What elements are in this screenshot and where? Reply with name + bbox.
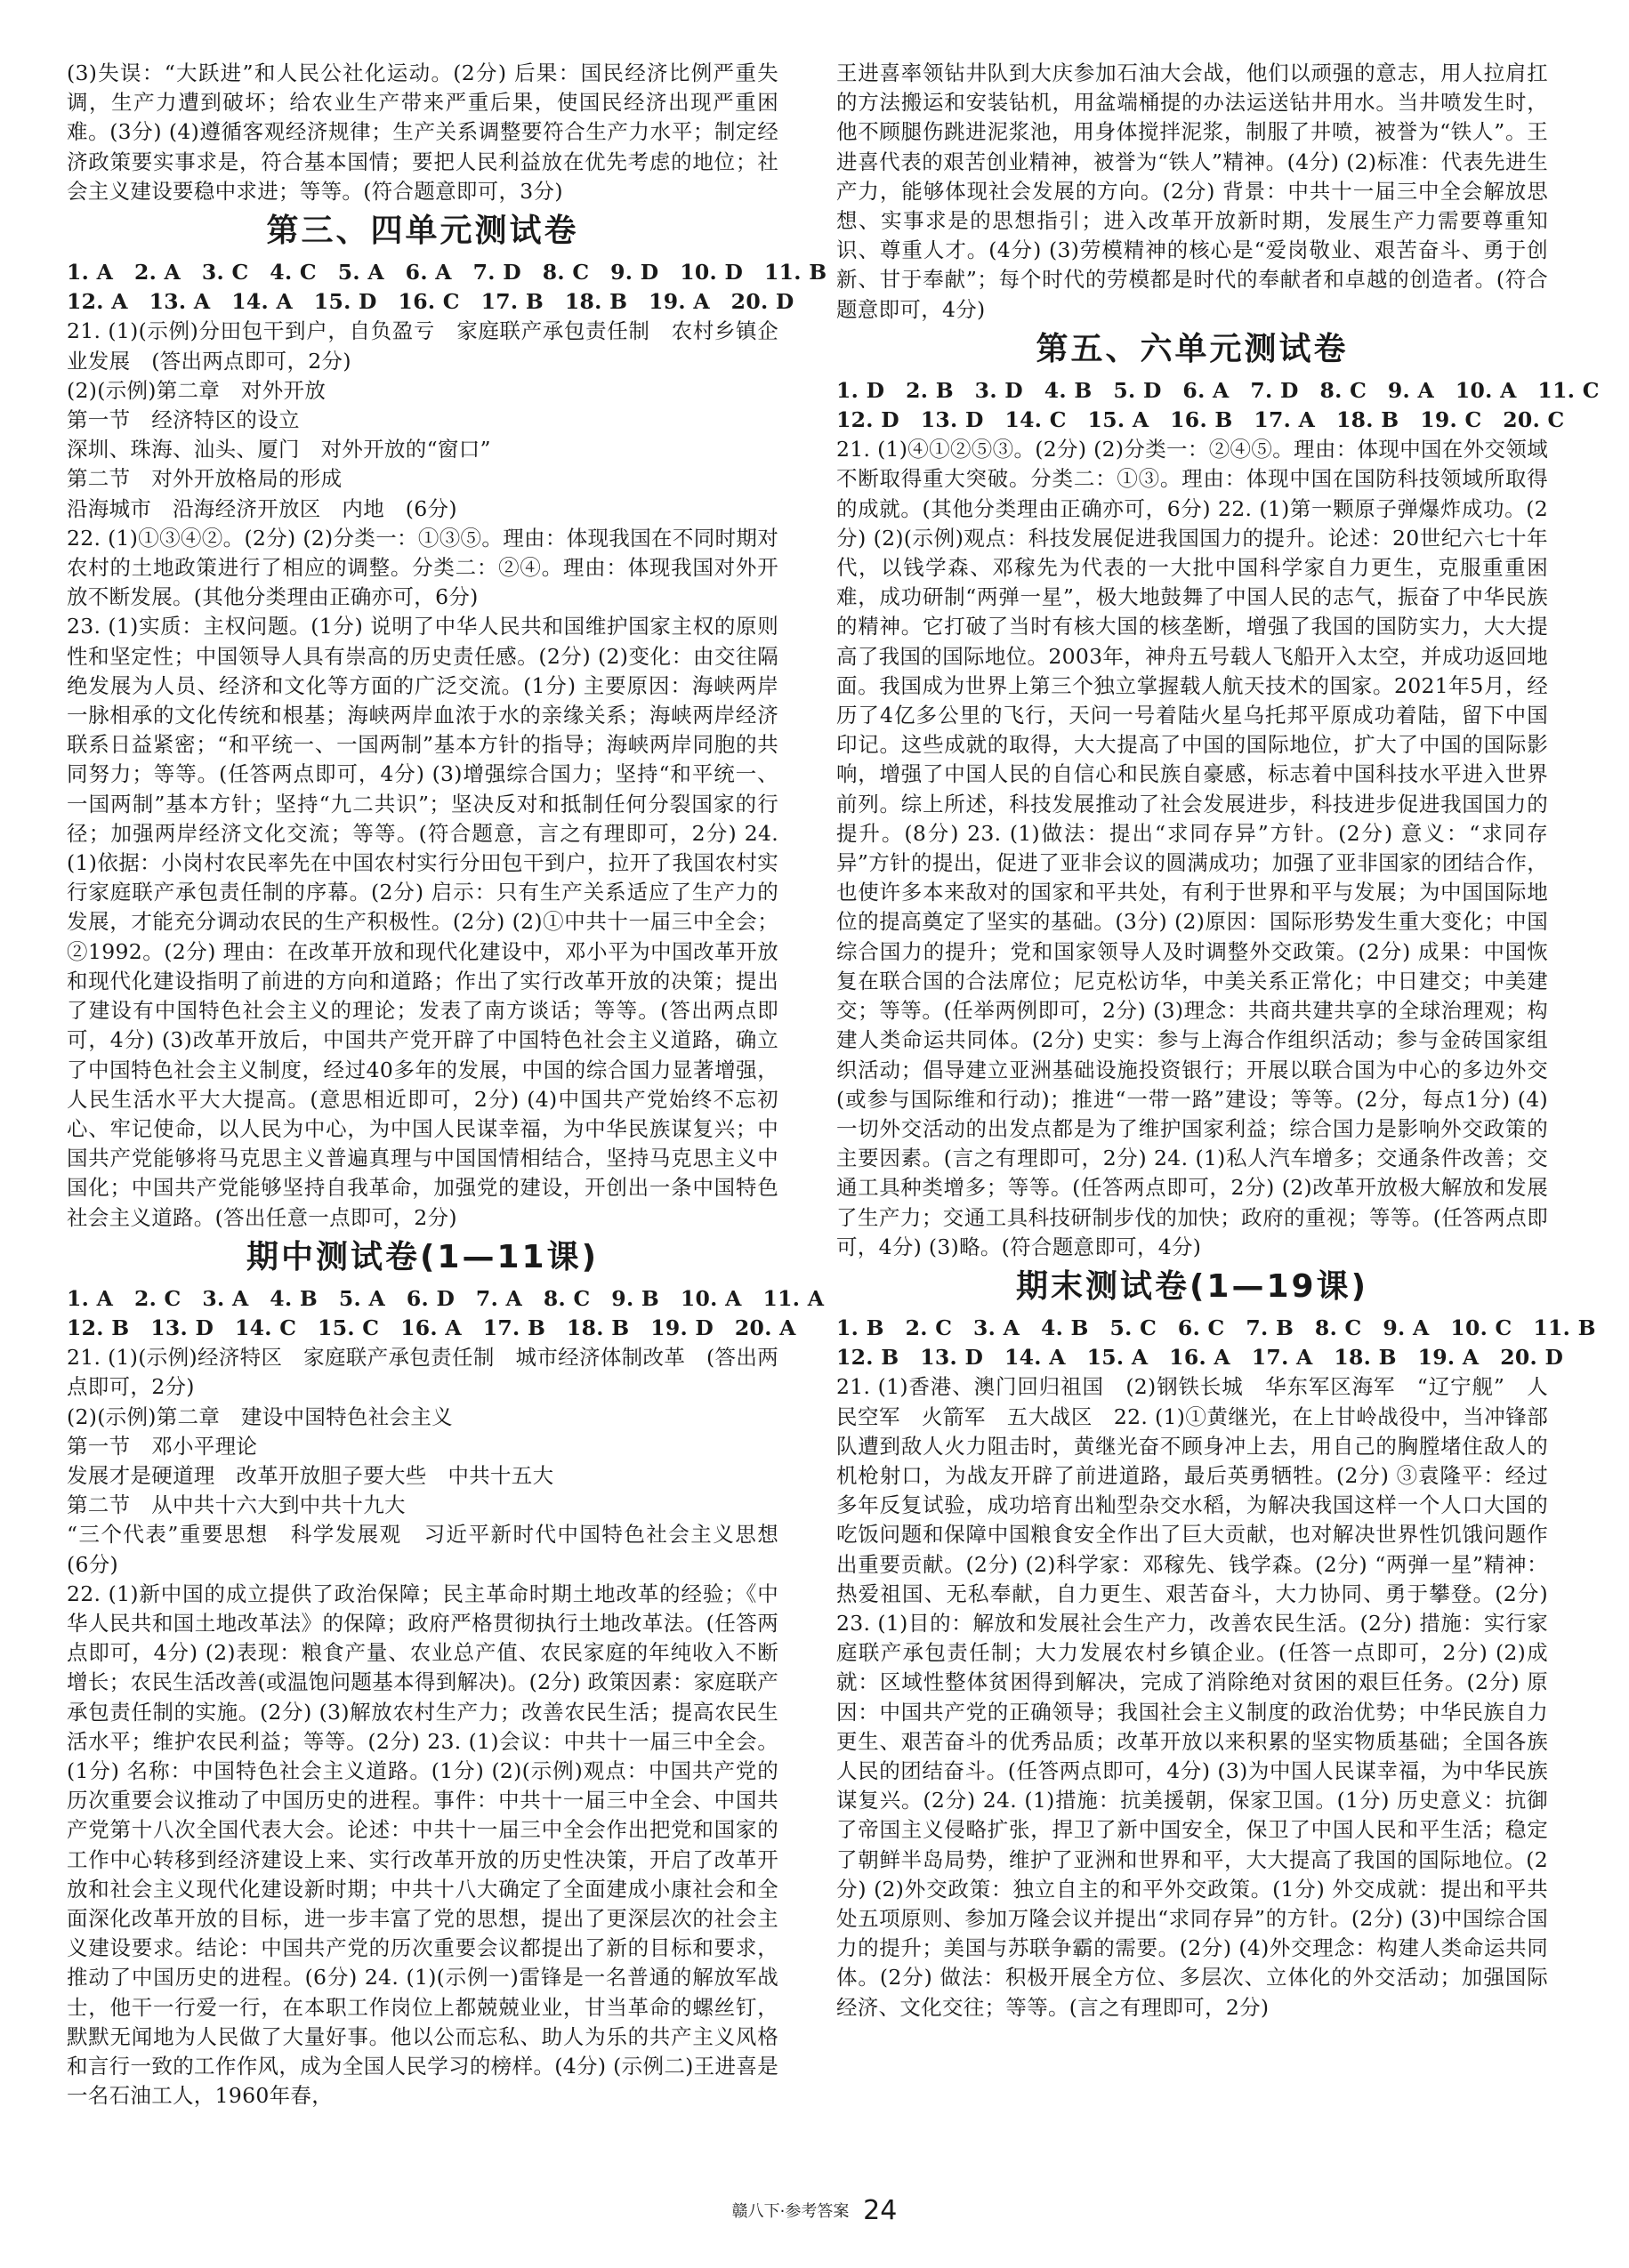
answer-line: 第一节 经济特区的设立: [67, 407, 300, 433]
answer-paragraph: 22. (1)新中国的成立提供了政治保障；民主革命时期土地改革的经验；《中华人民共和国土地改革法》的保障；政府严格贯彻执行土地改革法。(任答两点即可，4分) (2)表现：粮食产量、农业总产值、农民家庭的年纯收入不断增长；农民生活改善(或温饱问题基本得到解决)。(2分) 政策因素：家庭联产承包责任制的实施。(2分) (3)解放农村生产力；改善农民生活；提高农民生活水平；维护农民利益；等等。(2分) 23. (1)会议：中共十一届三中全会。(1分) 名称：中国特色社会主义道路。(1分) (2)(示例)观点：中国共产党的历次重要会议推动了中国历史的进程。事件：中共十一届三中全会、中国共产党第十八次全国代表大会。论述：中共十一届三中全会作出把党和国家的工作中心转移到经济建设上来、实行改革开放的历史性决策，开启了改革开放和社会主义现代化建设新时期；中共十八大确定了全面建成小康社会和全面深化改革开放的目标，进一步丰富了党的思想，提出了更深层次的社会主义建设要求。结论：中国共产党的历次重要会议都提出了新的目标和要求，推动了中国历史的进程。(6分) 24. (1)(示例一)雷锋是一名普通的解放军战士，他干一行爱一行，在本职工作岗位上都兢兢业业，甘当革命的螺丝钉，默默无闻地为人民做了大量好事。他以公而忘私、助人为乐的共产主义风格和言行一致的工作作风，成为全国人民学习的榜样。(4分) (示例二)王进喜是一名石油工人，1960年春，: [67, 1580, 778, 2109]
section-heading: 期末测试卷(1—19课): [1015, 1267, 1369, 1305]
answer-paragraph: (3)失误：“大跃进”和人民公社化运动。(2分) 后果：国民经济比例严重失调，生产力遭到破坏；给农业生产带来严重后果，使国民经济出现严重困难。(3分) (4)遵循客观经济规律；生产关系调整要符合生产力水平；制定经济政策要实事求是，符合基本国情；要把人民利益放在优先考虑的地位；社会主义建设要稳中求进；等等。(符合题意即可，3分): [67, 60, 778, 204]
footer-label: 赣八下·参考答案: [731, 2202, 850, 2221]
answer-line: 深圳、珠海、汕头、厦门 对外开放的“窗口”: [67, 437, 491, 462]
choice-answers-row: 12. B 13. D 14. C 15. C 16. A 17. B 18. B 19. D 20. A: [67, 1315, 796, 1340]
page-footer: [0, 2195, 1629, 2226]
section-heading: 期中测试卷(1—11课): [246, 1238, 600, 1275]
answer-paragraph: 21. (1)香港、澳门回归祖国 (2)钢铁长城 华东军区海军 “辽宁舰” 人民空军 火箭军 五大战区 22. (1)①黄继光，在上甘岭战役中，当冲锋部队遭到敌人火力阻击时，黄继光奋不顾身冲上去，用自己的胸膛堵住敌人的机枪射口，为战友开辟了前进道路，最后英勇牺牲。(2分) ③袁隆平：经过多年反复试验，成功培育出籼型杂交水稻，为解决我国这样一个人口大国的吃饭问题和保障中国粮食安全作出了巨大贡献，也对解决世界性饥饿问题作出重要贡献。(2分) (2)科学家：邓稼先、钱学森。(2分) “两弹一星”精神：热爱祖国、无私奉献，自力更生、艰苦奋斗，大力协同、勇于攀登。(2分) 23. (1)目的：解放和发展社会生产力，改善农民生活。(2分) 措施：实行家庭联产承包责任制；大力发展农村乡镇企业。(任答一点即可，2分) (2)成就：区域性整体贫困得到解决，完成了消除绝对贫困的艰巨任务。(2分) 原因：中国共产党的正确领导；我国社会主义制度的政治优势；中华民族自力更生、艰苦奋斗的优秀品质；改革开放以来积累的坚实物质基础；全国各族人民的团结奋斗。(任答两点即可，4分) (3)为中国人民谋幸福，为中华民族谋复兴。(2分) 24. (1)措施：抗美援朝，保家卫国。(1分) 历史意义：抗御了帝国主义侵略扩张，捍卫了新中国安全，保卫了中国人民和平生活；稳定了朝鲜半岛局势，维护了亚洲和世界和平，大大提高了我国的国际地位。(2分) (2)外交政策：独立自主的和平外交政策。(1分) 外交成就：提出和平共处五项原则、参加万隆会议并提出“求同存异”的方针。(2分) (3)中国综合国力的提升；美国与苏联争霸的需要。(2分) (4)外交理念：构建人类命运共同体。(2分) 做法：积极开展全方位、多层次、立体化的外交活动；加强国际经济、文化交往；等等。(言之有理即可，2分): [836, 1374, 1548, 2020]
answer-paragraph: 22. (1)①③④②。(2分) (2)分类一：①③⑤。理由：体现我国在不同时期对农村的土地政策进行了相应的调整。分类二：②④。理由：体现我国对外开放不断发展。(其他分类理由正确亦可，6分): [67, 525, 778, 610]
answer-paragraph: 21. (1)④①②⑤③。(2分) (2)分类一：②④⑤。理由：体现中国在外交领域不断取得重大突破。分类二：①③。理由：体现中国在国防科技领域所取得的成就。(其他分类理由正确亦可，6分) 22. (1)第一颗原子弹爆炸成功。(2分) (2)(示例)观点：科技发展促进我国国力的提升。论述：20世纪六七十年代，以钱学森、邓稼先为代表的一大批中国科学家自力更生，克服重重困难，成功研制“两弹一星”，极大地鼓舞了中国人民的志气，振奋了中华民族的精神。它打破了当时有核大国的核垄断，增强了我国的国防实力，大大提高了我国的国际地位。2003年，神舟五号载人飞船开入太空，并成功返回地面。我国成为世界上第三个独立掌握载人航天技术的国家。2021年5月，经历了4亿多公里的飞行，天问一号着陆火星乌托邦平原成功着陆，留下中国印记。这些成就的取得，大大提高了中国的国际地位，扩大了中国的国际影响，增强了中国人民的自信心和民族自豪感，标志着中国科技水平进入世界前列。综上所述，科技发展推动了社会发展进步，科技进步促进我国国力的提升。(8分) 23. (1)做法：提出“求同存异”方针。(2分) 意义：“求同存异”方针的提出，促进了亚非会议的圆满成功；加强了亚非国家的团结合作，也使许多本来敌对的国家和平共处，有利于世界和平与发展；为中国国际地位的提高奠定了坚实的基础。(3分) (2)原因：国际形势发生重大变化；中国综合国力的提升；党和国家领导人及时调整外交政策。(2分) 成果：中国恢复在联合国的合法席位；尼克松访华，中美关系正常化；中日建交；中美建交；等等。(任举两例即可，2分) (3)理念：共商共建共享的全球治理观；构建人类命运共同体。(2分) 史实：参与上海合作组织活动；参与金砖国家组织活动；倡导建立亚洲基础设施投资银行；开展以联合国为中心的多边外交(或参与国际维和行动)；推进“一带一路”建设；等等。(2分，每点1分) (4)一切外交活动的出发点都是为了维护国家利益；综合国力是影响外交政策的主要因素。(言之有理即可，2分) 24. (1)私人汽车增多；交通条件改善；交通工具种类增多；等等。(任答两点即可，2分) (2)改革开放极大解放和发展了生产力；交通工具科技研制步伐的加快；政府的重视；等等。(任答两点即可，4分) (3)略。(符合题意即可，4分): [836, 437, 1548, 1259]
answer-paragraph: 21. (1)(示例)分田包干到户，自负盈亏 家庭联产承包责任制 农村乡镇企业发展 (答出两点即可，2分): [67, 318, 778, 374]
choice-answers-row: 1. B 2. C 3. A 4. B 5. C 6. C 7. B 8. C 9. A 10. C 11. B: [836, 1315, 1596, 1340]
right-column: [836, 59, 1600, 2023]
section-heading: 第三、四单元测试卷: [266, 213, 579, 250]
choice-answers-row: 12. B 13. D 14. A 15. A 16. A 17. A 18. B 19. A 20. D: [836, 1345, 1564, 1371]
choice-answers-row: 1. A 2. C 3. A 4. B 5. A 6. D 7. A 8. C 9. B 10. A 11. A: [67, 1285, 825, 1311]
answer-line: 发展才是硬道理 改革开放胆子要大些 中共十五大: [67, 1462, 554, 1488]
left-column: [67, 59, 827, 2111]
answer-line: (2)(示例)第二章 建设中国特色社会主义: [67, 1403, 453, 1429]
page-number: 24: [863, 2195, 898, 2226]
answer-paragraph: 21. (1)(示例)经济特区 家庭联产承包责任制 城市经济体制改革 (答出两点即可，2分): [67, 1345, 778, 1400]
section-heading: 第五、六单元测试卷: [1036, 330, 1349, 367]
choice-answers-row: 1. A 2. A 3. C 4. C 5. A 6. A 7. D 8. C 9. D 10. D 11. B: [67, 260, 827, 286]
answer-line: (2)(示例)第二章 对外开放: [67, 377, 327, 403]
choice-answers-row: 12. A 13. A 14. A 15. D 16. C 17. B 18. B 19. A 20. D: [67, 289, 794, 315]
answer-paragraph: 23. (1)实质：主权问题。(1分) 说明了中华人民共和国维护国家主权的原则性和坚定性；中国领导人具有崇高的历史责任感。(2分) (2)变化：由交往隔绝发展为人员、经济和文化等方面的广泛交流。(1分) 主要原因：海峡两岸一脉相承的文化传统和根基；海峡两岸血浓于水的亲缘关系；海峡两岸经济联系日益紧密；“和平统一、一国两制”基本方针的指导；海峡两岸同胞的共同努力；等等。(任答两点即可，4分) (3)增强综合国力；坚持“和平统一、一国两制”基本方针；坚持“九二共识”；坚决反对和抵制任何分裂国家的行径；加强两岸经济文化交流；等等。(符合题意，言之有理即可，2分) 24. (1)依据：小岗村农民率先在中国农村实行分田包干到户，拉开了我国农村实行家庭联产承包责任制的序幕。(2分) 启示：只有生产关系适应了生产力的发展，才能充分调动农民的生产积极性。(2分) (2)①中共十一届三中全会；②1992。(2分) 理由：在改革开放和现代化建设中，邓小平为中国改革开放和现代化建设指明了前进的方向和道路；作出了实行改革开放的决策；提出了建设有中国特色社会主义的理论；发表了南方谈话；等等。(答出两点即可，4分) (3)改革开放后，中国共产党开辟了中国特色社会主义道路，确立了中国特色社会主义制度，经过40多年的发展，中国的综合国力显著增强，人民生活水平大大提高。(意思相近即可，2分) (4)中国共产党始终不忘初心、牢记使命，以人民为中心，为中国人民谋幸福，为中华民族谋复兴；中国共产党能够将马克思主义普遍真理与中国国情相结合，坚持马克思主义中国化；中国共产党能够坚持自我革命，加强党的建设，开创出一条中国特色社会主义道路。(答出任意一点即可，2分): [67, 614, 778, 1230]
answer-line: 沿海城市 沿海经济开放区 内地 (6分): [67, 495, 457, 521]
choice-answers-row: 1. D 2. B 3. D 4. B 5. D 6. A 7. D 8. C 9. A 10. A 11. C: [836, 377, 1600, 403]
answer-paragraph: “三个代表”重要思想 科学发展观 习近平新时代中国特色社会主义思想 (6分): [67, 1522, 800, 1577]
choice-answers-row: 12. D 13. D 14. C 15. A 16. B 17. A 18. B 19. C 20. C: [836, 407, 1565, 433]
answer-line: 第一节 邓小平理论: [67, 1433, 258, 1459]
answer-line: 第二节 对外开放格局的形成: [67, 466, 343, 492]
answer-line: 第二节 从中共十六大到中共十九大: [67, 1492, 406, 1518]
answer-paragraph: 王进喜率领钻井队到大庆参加石油大会战，他们以顽强的意志，用人拉肩扛的方法搬运和安装钻机，用盆端桶提的办法运送钻井用水。当井喷发生时，他不顾腿伤跳进泥浆池，用身体搅拌泥浆，制服了井喷，被誉为“铁人”。王进喜代表的艰苦创业精神，被誉为“铁人”精神。(4分) (2)标准：代表先进生产力，能够体现社会发展的方向。(2分) 背景：中共十一届三中全会解放思想、实事求是的思想指引；进入改革开放新时期，发展生产力需要尊重知识、尊重人才。(4分) (3)劳模精神的核心是“爱岗敬业、艰苦奋斗、勇于创新、甘于奉献”；每个时代的劳模都是时代的奉献者和卓越的创造者。(符合题意即可，4分): [836, 60, 1548, 322]
